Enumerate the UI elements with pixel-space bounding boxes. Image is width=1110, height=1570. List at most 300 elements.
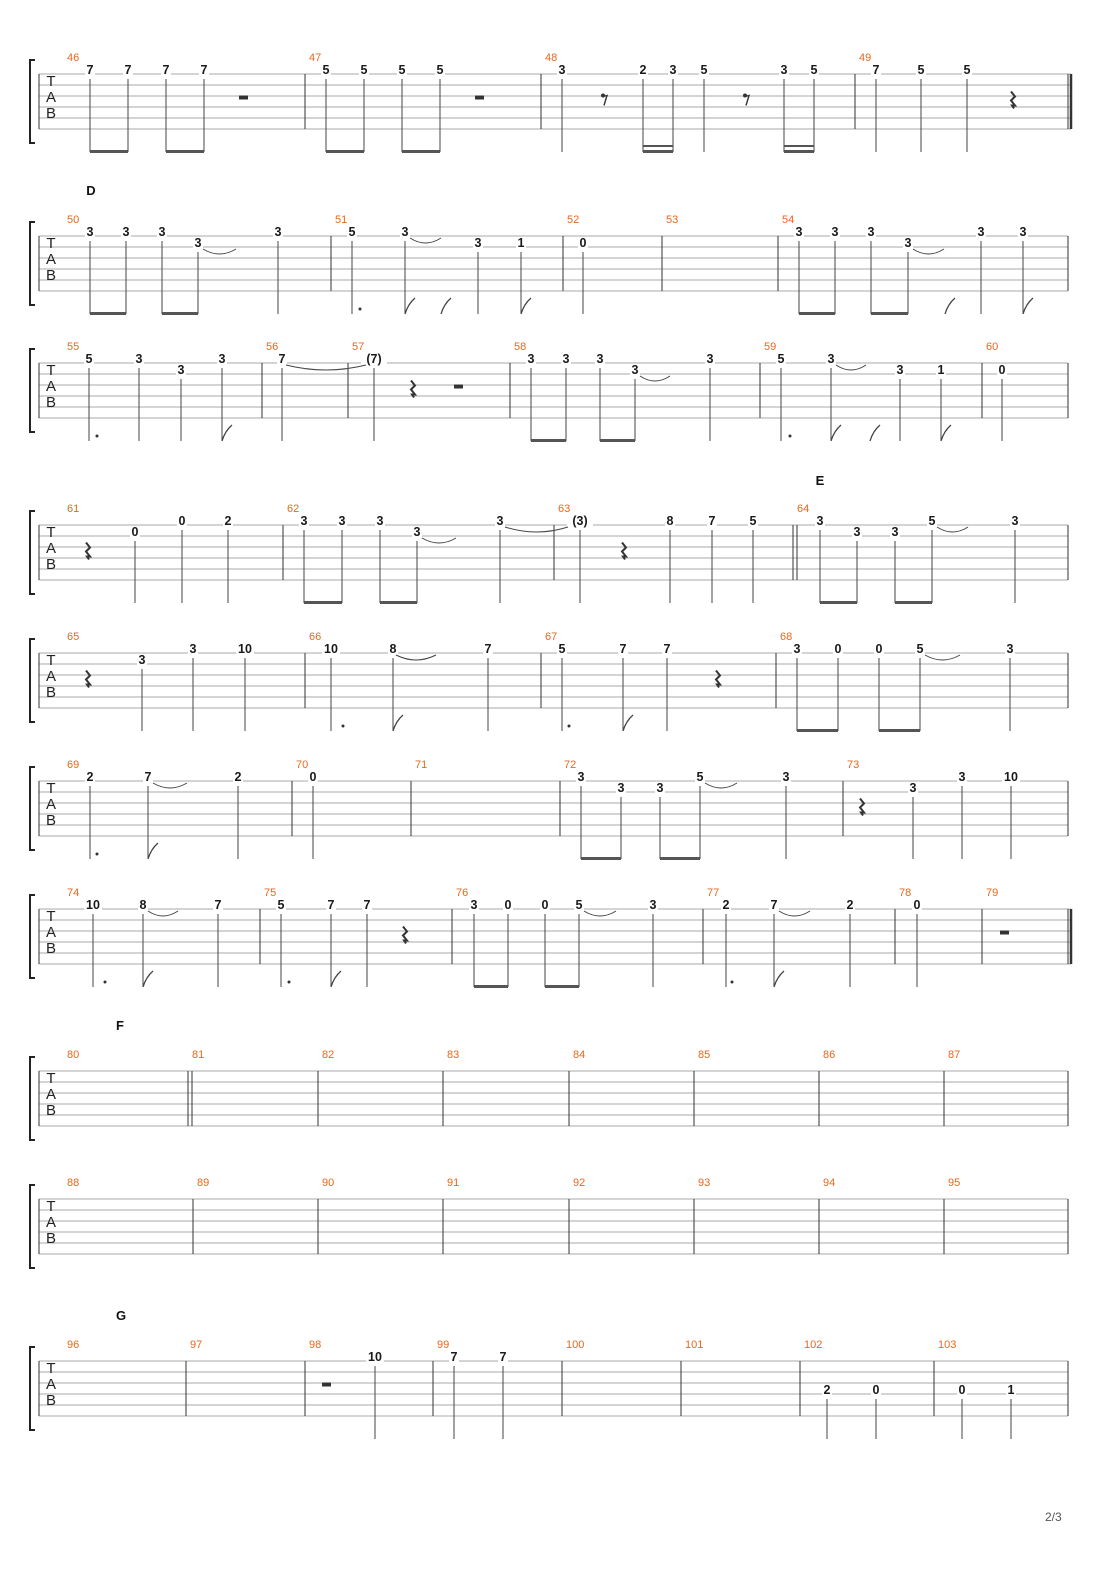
fret-number: 0 [309, 770, 317, 784]
beam [799, 312, 835, 315]
quarter-rest [86, 671, 90, 688]
fret-number: 3 [274, 225, 282, 239]
tab-clef [46, 908, 56, 957]
fret-number: 3 [631, 363, 639, 377]
section-marker: E [815, 473, 825, 488]
measure-number: 50 [67, 214, 80, 226]
fret-number: 0 [913, 898, 921, 912]
tab-clef-letter: T [46, 908, 56, 925]
tie [836, 365, 866, 370]
tab-clef-letter: A [45, 89, 57, 106]
measure-number: 69 [67, 759, 80, 771]
fret-number: 3 [795, 225, 803, 239]
fret-number: 7 [619, 642, 627, 656]
measure-number: 68 [780, 631, 793, 643]
measure-number: 70 [296, 759, 309, 771]
fret-number: 0 [998, 363, 1006, 377]
quarter-rest [86, 543, 90, 560]
eighth-flag [331, 971, 341, 987]
tab-clef-letter: T [46, 652, 56, 669]
fret-number: 7 [124, 63, 132, 77]
measure-number: 48 [545, 52, 558, 64]
measure-number: 53 [666, 214, 679, 226]
fret-number: 5 [916, 642, 924, 656]
eighth-rest [745, 96, 749, 106]
measure-number: 51 [335, 214, 348, 226]
tab-system [30, 759, 1068, 860]
tab-system [30, 52, 1071, 153]
fret-number: 3 [891, 525, 899, 539]
measure-number: 61 [67, 503, 80, 515]
tab-system [30, 341, 1068, 442]
half-rest [1000, 931, 1009, 935]
beam [871, 312, 908, 315]
fret-number: 3 [527, 352, 535, 366]
tie [584, 911, 616, 916]
fret-number: 7 [200, 63, 208, 77]
eighth-flag [148, 843, 158, 859]
fret-number: 3 [793, 642, 801, 656]
measure-number: 80 [67, 1049, 80, 1061]
measure-number: 46 [67, 52, 80, 64]
system-bracket [30, 349, 35, 432]
measure-number: 101 [685, 1339, 704, 1351]
rhythm-dot [288, 981, 291, 984]
system-bracket [30, 60, 35, 143]
tab-clef-letter: T [46, 1070, 56, 1087]
measure-number: 71 [415, 759, 428, 771]
quarter-rest [1011, 92, 1015, 109]
system-bracket [30, 767, 35, 850]
rhythm-dot [342, 725, 345, 728]
measure-number: 63 [558, 503, 571, 515]
measure-number: 59 [764, 341, 777, 353]
fret-number: 10 [1004, 770, 1018, 784]
fret-number: 3 [909, 781, 917, 795]
tie [203, 249, 236, 254]
fret-number: 3 [816, 514, 824, 528]
eighth-flag [521, 298, 531, 314]
tab-clef-letter: B [45, 394, 57, 411]
tab-clef-letter: A [45, 1376, 57, 1393]
fret-number: 5 [398, 63, 406, 77]
fret-number: 5 [810, 63, 818, 77]
fret-number: 3 [782, 770, 790, 784]
tab-system [30, 631, 1068, 732]
system-bracket [30, 639, 35, 722]
fret-number: 5 [360, 63, 368, 77]
measure-number: 60 [986, 341, 999, 353]
fret-number: 10 [324, 642, 338, 656]
rhythm-dot [96, 853, 99, 856]
fret-number: 3 [1011, 514, 1019, 528]
fret-number: 7 [663, 642, 671, 656]
measure-number: 100 [566, 1339, 585, 1351]
fret-number: 3 [122, 225, 130, 239]
tab-clef-letter: A [45, 1214, 57, 1231]
tab-system [30, 1018, 1068, 1140]
measure-number: 85 [698, 1049, 711, 1061]
tab-system [30, 887, 1071, 988]
beam [643, 150, 673, 153]
fret-number: 5 [348, 225, 356, 239]
beam [162, 312, 198, 315]
tab-clef-letter: B [45, 684, 57, 701]
system-bracket [30, 222, 35, 305]
measure-number: 55 [67, 341, 80, 353]
fret-number: 3 [158, 225, 166, 239]
tab-clef-letter: A [45, 796, 57, 813]
fret-number: 5 [575, 898, 583, 912]
tab-clef-letter: T [46, 524, 56, 541]
tab-system [30, 1177, 1068, 1268]
fret-number: 3 [1019, 225, 1027, 239]
measure-number: 74 [67, 887, 80, 899]
measure-number: 67 [545, 631, 558, 643]
measure-number: 96 [67, 1339, 80, 1351]
fret-number: 7 [499, 1350, 507, 1364]
fret-number: 3 [474, 236, 482, 250]
measure-number: 56 [266, 341, 279, 353]
tab-clef-letter: B [45, 105, 57, 122]
system-bracket [30, 1347, 35, 1430]
fret-number: 3 [867, 225, 875, 239]
section-marker: G [115, 1308, 127, 1323]
fret-number: 3 [577, 770, 585, 784]
fret-number: 7 [484, 642, 492, 656]
fret-number: 3 [86, 225, 94, 239]
measure-number: 92 [573, 1177, 586, 1189]
fret-number: 7 [214, 898, 222, 912]
half-rest [454, 385, 463, 389]
beam [784, 150, 814, 153]
fret-number: 3 [470, 898, 478, 912]
quarter-rest [411, 381, 415, 398]
fret-number: 3 [1006, 642, 1014, 656]
fret-number: (3) [572, 514, 588, 528]
beam [660, 857, 700, 860]
fret-number: 7 [162, 63, 170, 77]
tab-clef [46, 780, 56, 829]
fret-number: 3 [401, 225, 409, 239]
fret-number: 0 [131, 525, 139, 539]
tab-clef-letter: T [46, 73, 56, 90]
eighth-flag [870, 425, 880, 441]
fret-number: 3 [706, 352, 714, 366]
quarter-rest [403, 927, 407, 944]
measure-number: 91 [447, 1177, 460, 1189]
fret-number: 1 [937, 363, 945, 377]
fret-number: 3 [669, 63, 677, 77]
fret-number: 7 [708, 514, 716, 528]
tab-clef [46, 1070, 56, 1119]
fret-number: 2 [846, 898, 854, 912]
tab-clef [46, 524, 56, 573]
measure-number: 76 [456, 887, 469, 899]
tab-clef-letter: A [45, 378, 57, 395]
fret-number: 5 [558, 642, 566, 656]
measure-number: 78 [899, 887, 912, 899]
tie [286, 365, 366, 370]
fret-number: 3 [904, 236, 912, 250]
measure-number: 94 [823, 1177, 836, 1189]
measure-number: 81 [192, 1049, 205, 1061]
fret-number: 7 [144, 770, 152, 784]
measure-number: 58 [514, 341, 527, 353]
measure-number: 82 [322, 1049, 335, 1061]
fret-number: 2 [86, 770, 94, 784]
beam [531, 439, 566, 442]
fret-number: 5 [436, 63, 444, 77]
fret-number: 3 [496, 514, 504, 528]
fret-number: 10 [86, 898, 100, 912]
eighth-flag [393, 715, 403, 731]
tab-clef [46, 652, 56, 701]
fret-number: 5 [696, 770, 704, 784]
tab-clef [46, 73, 56, 122]
beam [402, 150, 440, 153]
quarter-rest [860, 799, 864, 816]
fret-number: 3 [194, 236, 202, 250]
measure-number: 86 [823, 1049, 836, 1061]
fret-number: 3 [617, 781, 625, 795]
fret-number: 2 [722, 898, 730, 912]
measure-number: 73 [847, 759, 860, 771]
fret-number: 7 [86, 63, 94, 77]
tab-clef-letter: B [45, 1230, 57, 1247]
measure-number: 103 [938, 1339, 957, 1351]
fret-number: 0 [834, 642, 842, 656]
fret-number: 0 [178, 514, 186, 528]
half-rest [475, 96, 484, 100]
fret-number: 3 [827, 352, 835, 366]
beam [304, 601, 342, 604]
fret-number: 5 [277, 898, 285, 912]
beam [797, 729, 838, 732]
fret-number: 0 [872, 1383, 880, 1397]
beam [820, 601, 857, 604]
tab-clef-letter: B [45, 940, 57, 957]
section-marker: D [86, 183, 96, 198]
tie [422, 538, 456, 543]
tie [396, 655, 436, 660]
tab-clef-letter: T [46, 235, 56, 252]
eighth-flag [941, 425, 951, 441]
tie [153, 783, 187, 788]
tie [705, 783, 737, 788]
tab-clef-letter: B [45, 267, 57, 284]
fret-number: 2 [639, 63, 647, 77]
measure-number: 57 [352, 341, 365, 353]
fret-number: (7) [366, 352, 382, 366]
tie [410, 238, 441, 243]
fret-number: 3 [649, 898, 657, 912]
half-rest [239, 96, 248, 100]
beam [643, 145, 673, 147]
beam [166, 150, 204, 153]
fret-number: 1 [517, 236, 525, 250]
measure-number: 66 [309, 631, 322, 643]
measure-number: 72 [564, 759, 577, 771]
eighth-flag [143, 971, 153, 987]
beam [326, 150, 364, 153]
beam [474, 985, 508, 988]
fret-number: 3 [958, 770, 966, 784]
tab-system [30, 1308, 1068, 1439]
tie [913, 249, 944, 254]
eighth-flag [774, 971, 784, 987]
tab-clef-letter: A [45, 1086, 57, 1103]
tab-clef [46, 362, 56, 411]
rhythm-dot [104, 981, 107, 984]
fret-number: 8 [389, 642, 397, 656]
fret-number: 7 [450, 1350, 458, 1364]
fret-number: 3 [376, 514, 384, 528]
eighth-flag [831, 425, 841, 441]
tie [925, 655, 960, 660]
measure-number: 79 [986, 887, 999, 899]
tab-clef-letter: A [45, 924, 57, 941]
tab-clef-letter: B [45, 1102, 57, 1119]
tab-clef-letter: B [45, 812, 57, 829]
fret-number: 7 [363, 898, 371, 912]
measure-number: 65 [67, 631, 80, 643]
eighth-rest [603, 96, 607, 106]
beam [895, 601, 932, 604]
fret-number: 1 [1007, 1383, 1015, 1397]
rhythm-dot [568, 725, 571, 728]
rhythm-dot [789, 435, 792, 438]
measure-number: 97 [190, 1339, 203, 1351]
rhythm-dot [96, 435, 99, 438]
fret-number: 8 [139, 898, 147, 912]
tab-system [30, 183, 1068, 315]
measure-number: 99 [437, 1339, 450, 1351]
measure-number: 88 [67, 1177, 80, 1189]
measure-number: 54 [782, 214, 795, 226]
fret-number: 7 [872, 63, 880, 77]
tab-clef-letter: B [45, 1392, 57, 1409]
tie [937, 527, 968, 532]
beam [879, 729, 920, 732]
system-bracket [30, 1185, 35, 1268]
system-bracket [30, 895, 35, 978]
rhythm-dot [359, 308, 362, 311]
measure-number: 95 [948, 1177, 961, 1189]
measure-number: 84 [573, 1049, 586, 1061]
fret-number: 5 [749, 514, 757, 528]
fret-number: 5 [917, 63, 925, 77]
fret-number: 3 [338, 514, 346, 528]
eighth-flag [945, 298, 955, 314]
quarter-rest [622, 543, 626, 560]
fret-number: 5 [85, 352, 93, 366]
tab-clef-letter: B [45, 556, 57, 573]
fret-number: 0 [958, 1383, 966, 1397]
quarter-rest [716, 671, 720, 688]
measure-number: 98 [309, 1339, 322, 1351]
fret-number: 10 [368, 1350, 382, 1364]
fret-number: 7 [327, 898, 335, 912]
eighth-flag [623, 715, 633, 731]
tab-clef-letter: T [46, 1360, 56, 1377]
tie [640, 376, 670, 381]
fret-number: 2 [234, 770, 242, 784]
fret-number: 5 [777, 352, 785, 366]
system-bracket [30, 511, 35, 594]
tab-system [30, 473, 1068, 604]
fret-number: 5 [963, 63, 971, 77]
fret-number: 3 [656, 781, 664, 795]
beam [90, 150, 128, 153]
fret-number: 3 [562, 352, 570, 366]
fret-number: 3 [189, 642, 197, 656]
measure-number: 93 [698, 1177, 711, 1189]
tab-clef [46, 1198, 56, 1247]
tie [505, 527, 568, 532]
fret-number: 5 [928, 514, 936, 528]
eighth-flag [1023, 298, 1033, 314]
fret-number: 3 [413, 525, 421, 539]
tab-clef [46, 1360, 56, 1409]
tab-clef-letter: T [46, 780, 56, 797]
fret-number: 2 [224, 514, 232, 528]
tie [148, 911, 178, 916]
fret-number: 8 [666, 514, 674, 528]
fret-number: 0 [541, 898, 549, 912]
measure-number: 90 [322, 1177, 335, 1189]
fret-number: 3 [135, 352, 143, 366]
fret-number: 3 [977, 225, 985, 239]
fret-number: 7 [770, 898, 778, 912]
measure-number: 77 [707, 887, 720, 899]
tab-clef-letter: A [45, 540, 57, 557]
fret-number: 0 [504, 898, 512, 912]
beam [545, 985, 579, 988]
half-rest [322, 1383, 331, 1387]
tab-clef-letter: T [46, 1198, 56, 1215]
fret-number: 3 [138, 653, 146, 667]
fret-number: 3 [831, 225, 839, 239]
fret-number: 2 [823, 1383, 831, 1397]
measure-number: 64 [797, 503, 810, 515]
fret-number: 5 [322, 63, 330, 77]
beam [581, 857, 621, 860]
page-number: 2/3 [1045, 1510, 1062, 1524]
measure-number: 52 [567, 214, 580, 226]
tab-clef-letter: A [45, 668, 57, 685]
fret-number: 3 [218, 352, 226, 366]
system-bracket [30, 1057, 35, 1140]
section-marker: F [116, 1018, 124, 1033]
beam [90, 312, 126, 315]
fret-number: 3 [596, 352, 604, 366]
fret-number: 0 [579, 236, 587, 250]
tab-clef-letter: A [45, 251, 57, 268]
fret-number: 5 [700, 63, 708, 77]
fret-number: 0 [875, 642, 883, 656]
beam [380, 601, 417, 604]
tie [779, 911, 810, 916]
beam [784, 145, 814, 147]
fret-number: 10 [238, 642, 252, 656]
measure-number: 75 [264, 887, 277, 899]
fret-number: 3 [853, 525, 861, 539]
measure-number: 62 [287, 503, 300, 515]
fret-number: 3 [558, 63, 566, 77]
measure-number: 49 [859, 52, 872, 64]
fret-number: 3 [780, 63, 788, 77]
